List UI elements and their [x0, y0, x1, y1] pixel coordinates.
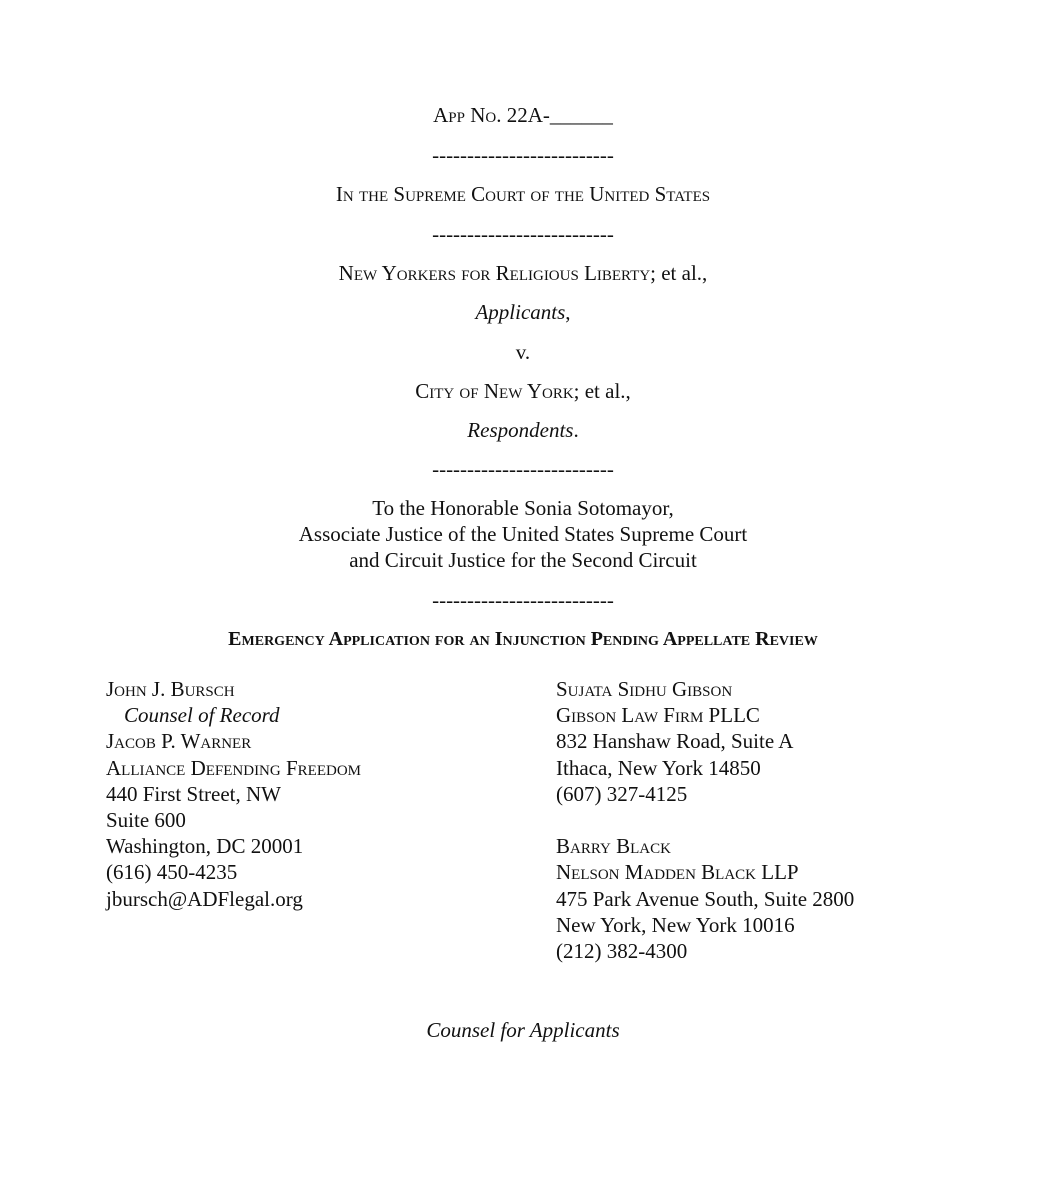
separator: --------------------------: [432, 457, 614, 481]
respondents-role-punct: .: [573, 418, 579, 442]
document-title: Emergency Application for an Injunction Pending Appellate Review: [228, 628, 818, 650]
firm-name: Gibson Law Firm PLLC: [556, 703, 760, 728]
applicants-role: Applicants: [475, 300, 566, 324]
applicants-suffix: ; et al.,: [650, 261, 708, 285]
respondents-line: [0, 378, 1046, 404]
spacer: [556, 807, 854, 833]
applicants-name: New Yorkers for Religious Liberty: [338, 261, 651, 285]
counsel-right-block: [556, 676, 854, 964]
respondents-suffix: ; et al.,: [573, 379, 631, 403]
counsel-left-block: [106, 676, 361, 912]
firm-name: Nelson Madden Black LLP: [556, 860, 799, 885]
address-line: 475 Park Avenue South, Suite 2800: [556, 886, 855, 911]
addressee-line-3: and Circuit Justice for the Second Circuit: [349, 548, 697, 572]
counsel-name: Sujata Sidhu Gibson: [556, 677, 733, 701]
address-line: New York, New York 10016: [556, 912, 795, 937]
counsel-name: Barry Black: [556, 834, 671, 859]
application-number: App No. 22A-______: [433, 103, 613, 127]
address-line: Washington, DC 20001: [106, 834, 304, 859]
court-name: In the Supreme Court of the United States: [335, 182, 711, 206]
separator: --------------------------: [432, 588, 614, 612]
phone-number: (212) 382-4300: [556, 938, 688, 963]
counsel-name: John J. Bursch: [106, 677, 235, 701]
addressee-line-2: Associate Justice of the United States Supreme Court: [298, 522, 748, 546]
applicants-role-punct: ,: [565, 300, 571, 324]
applicants-line: [0, 260, 1046, 286]
phone-number: (616) 450-4235: [106, 860, 238, 885]
address-line: Ithaca, New York 14850: [556, 755, 761, 780]
respondents-name: City of New York: [415, 379, 574, 403]
versus: v.: [515, 340, 531, 364]
counsel-for-applicants: Counsel for Applicants: [426, 1018, 620, 1042]
respondents-role-line: [0, 417, 1046, 443]
applicants-role-line: [0, 299, 1046, 325]
separator: --------------------------: [432, 143, 614, 167]
address-line: 832 Hanshaw Road, Suite A: [556, 729, 794, 754]
counsel-role: Counsel of Record: [124, 703, 280, 728]
separator: --------------------------: [432, 222, 614, 246]
firm-name: Alliance Defending Freedom: [106, 755, 361, 780]
counsel-name: Jacob P. Warner: [106, 729, 252, 754]
address-line: 440 First Street, NW: [106, 781, 281, 806]
email-address: jbursch@ADFlegal.org: [106, 886, 303, 911]
respondents-role: Respondents: [467, 418, 574, 442]
phone-number: (607) 327-4125: [556, 781, 688, 806]
address-line: Suite 600: [106, 807, 186, 832]
addressee-line-1: To the Honorable Sonia Sotomayor,: [372, 496, 674, 520]
